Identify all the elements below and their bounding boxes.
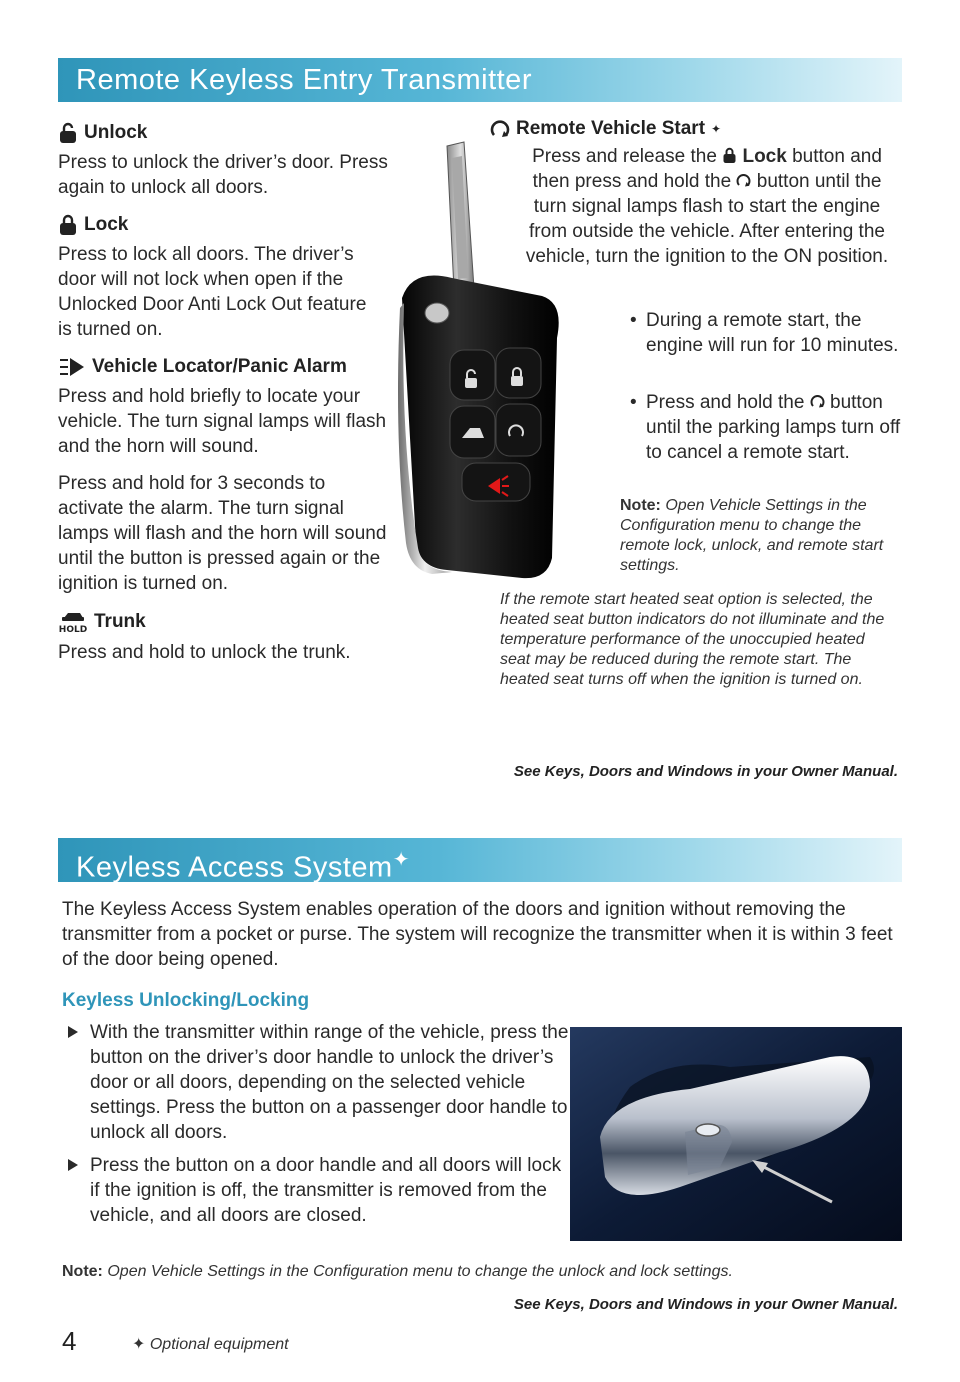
remote-start-icon	[490, 118, 510, 140]
lock-text: Press to lock all doors. The driver’s door will not lock when open if the Unlocked Door Anti Lock Out feature is turned on.	[58, 244, 367, 340]
section-banner-rke	[58, 58, 902, 102]
optional-equipment-legend: ✦ Optional equipment	[132, 1336, 289, 1353]
optional-star: ✦	[711, 122, 722, 136]
lock-heading: Lock	[58, 214, 388, 236]
remote-start-note: Note: Open Vehicle Settings in the Configuration menu to change the remote lock, unlock, and remote start settings.	[620, 497, 884, 574]
heated-seat-note: If the remote start heated seat option is selected, the heated seat button indicators do not illuminate and the temperature performance of the unoccupied heated seat may be reduced during the remote start. The heated seat turns off when the ignition is turned on.	[500, 591, 885, 688]
lock-icon-inline	[722, 147, 737, 164]
keyless-subheading: Keyless Unlocking/Locking	[62, 990, 310, 1011]
rke-left-column	[58, 122, 388, 665]
remote-start-icon-inline	[736, 172, 751, 189]
locator-text-1: Press and hold briefly to locate your vehicle. The turn signal lamps will flash and the horn will sound.	[58, 386, 387, 457]
remote-start-text: Press and release the Lock button and then press and hold the button until the turn signal lamps flash to start the engine from outside the vehicle. After entering the vehicle, turn the ignition to the ON position.	[525, 146, 889, 267]
section-banner-keyless-access	[58, 838, 902, 882]
door-handle-image	[570, 1027, 902, 1241]
trunk-heading: HOLD Trunk	[58, 611, 146, 634]
remote-start-bullet-1: • During a remote start, the engine will run for 10 minutes.	[630, 310, 899, 356]
unlock-icon	[58, 122, 78, 144]
page-number: 4	[62, 1326, 77, 1356]
horn-icon	[58, 356, 86, 378]
unlock-text: Press to unlock the driver’s door. Press again to unlock all doors.	[58, 152, 388, 198]
remote-start-icon-inline-2	[810, 393, 825, 410]
remote-start-heading: Remote Vehicle Start ✦	[480, 118, 900, 140]
trunk-hold-label: HOLD	[58, 625, 88, 634]
trunk-text: Press and hold to unlock the trunk.	[58, 642, 351, 663]
locator-text-2: Press and hold for 3 seconds to activate the alarm. The turn signal lamps will flash and the horn will sound until the button is pressed again or the ignition is turned on.	[58, 473, 387, 594]
remote-start-block	[480, 118, 901, 688]
keyless-bullet-2: Press the button on a door handle and all doors will lock if the ignition is off, the transmitter is removed from the vehicle, and all doors are closed.	[68, 1153, 572, 1228]
see-manual-2: See Keys, Doors and Windows in your Owner Manual.	[513, 1296, 898, 1313]
section-title-2: Keyless Access System	[76, 851, 393, 884]
optional-star-icon: ✦	[132, 1336, 146, 1353]
unlock-heading: Unlock	[58, 122, 388, 144]
bullet-arrow-icon	[68, 1026, 78, 1038]
keyless-bullet-1: With the transmitter within range of the vehicle, press the button on the driver’s door handle to unlock the driver’s door or all doors, depending on the selected vehicle settings. Press the button on a passenger door handle to unlock all doors.	[68, 1020, 572, 1145]
trunk-icon	[58, 610, 88, 634]
keyless-note: Note: Open Vehicle Settings in the Configuration menu to change the unlock and lock settings.	[62, 1263, 733, 1280]
remote-start-bullet-2: • Press and hold the button until the parking lamps turn off to cancel a remote start.	[630, 392, 901, 463]
keyless-intro: The Keyless Access System enables operation of the doors and ignition without removing the transmitter from a pocket or purse. The system will recognize the transmitter when it is within 3 feet of the door being opened.	[62, 899, 893, 970]
section-title: Remote Keyless Entry Transmitter	[76, 64, 532, 96]
locator-heading: Vehicle Locator/Panic Alarm	[58, 356, 388, 378]
optional-star-2: ✦	[392, 849, 410, 871]
bullet-arrow-icon	[68, 1159, 78, 1171]
see-manual-1: See Keys, Doors and Windows in your Owner Manual.	[513, 763, 898, 780]
lock-icon	[58, 214, 78, 236]
